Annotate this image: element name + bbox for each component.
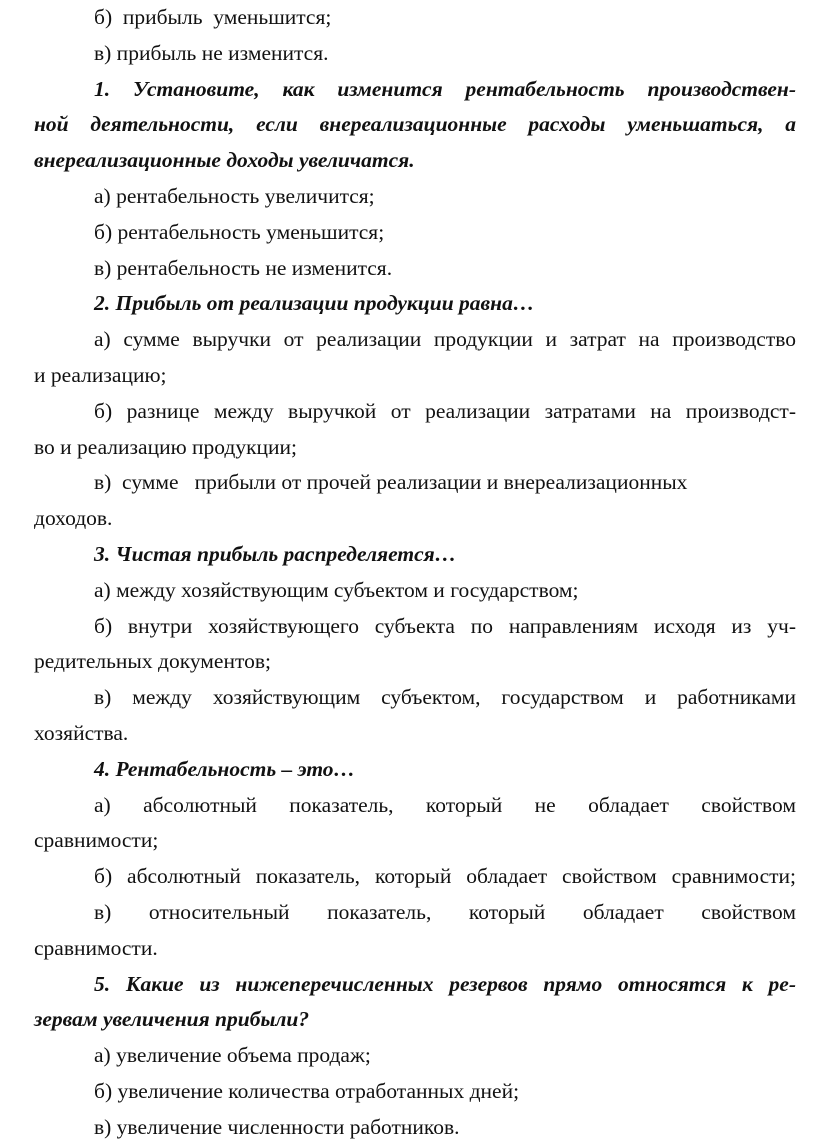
- q3-option-b-line-1: б) внутри хозяйствующего субъекта по направлениям исходя из уч-: [94, 613, 796, 638]
- q4-option-a-line-1: а) абсолютный показатель, который не обладает свойством: [94, 792, 796, 817]
- q4-option-v-line-2: сравнимости.: [34, 935, 158, 960]
- question-5-line-1: 5. Какие из нижеперечисленных резервов прямо относятся к ре-: [94, 971, 796, 996]
- q2-option-v-line-1: в) сумме прибыли от прочей реализации и внереализационных: [94, 470, 688, 495]
- question-2: 2. Прибыль от реализации продукции равна…: [94, 291, 535, 316]
- q4-option-b: б) абсолютный показатель, который обладает свойством сравнимости;: [94, 864, 796, 889]
- q3-option-v-line-1: в) между хозяйствующим субъектом, государством и работниками: [94, 685, 796, 710]
- question-5-line-2: зервам увеличения прибыли?: [34, 1007, 310, 1032]
- q2-option-b-line-2: во и реализацию продукции;: [34, 434, 298, 459]
- q4-option-a-line-2: сравнимости;: [34, 828, 159, 853]
- question-1-line-3: внереализационные доходы увеличатся.: [34, 148, 415, 173]
- q3-option-b-line-2: редительных документов;: [34, 649, 271, 674]
- q1-option-b: б) рентабельность уменьшится;: [94, 219, 385, 244]
- answer-option-v: в) прибыль не изменится.: [94, 40, 329, 65]
- q3-option-v-line-2: хозяйства.: [34, 721, 129, 745]
- q2-option-b-line-1: б) разнице между выручкой от реализации затратами на производст-: [94, 398, 796, 423]
- q5-option-v: в) увеличение численности работников.: [94, 1114, 460, 1139]
- q3-option-a: а) между хозяйствующим субъектом и государством;: [94, 577, 579, 602]
- q5-option-a: а) увеличение объема продаж;: [94, 1043, 371, 1068]
- question-1-line-2: ной деятельности, если внереализационные расходы уменьшаться, а: [34, 112, 796, 137]
- answer-option-b: б) прибыль уменьшится;: [94, 5, 332, 29]
- question-3: 3. Чистая прибыль распределяется…: [94, 542, 457, 566]
- q5-option-b: б) увеличение количества отработанных дней;: [94, 1079, 520, 1103]
- q4-option-v-line-1: в) относительный показатель, который обладает свойством: [94, 900, 796, 924]
- q2-option-v-line-2: доходов.: [34, 506, 113, 531]
- q1-option-a: а) рентабельность увеличится;: [94, 184, 375, 208]
- q1-option-v: в) рентабельность не изменится.: [94, 255, 393, 280]
- question-4: 4. Рентабельность – это…: [94, 756, 356, 781]
- q2-option-a-line-1: а) сумме выручки от реализации продукции и затрат на производство: [94, 327, 796, 352]
- q2-option-a-line-2: и реализацию;: [34, 363, 167, 387]
- question-1-line-1: 1. Установите, как изменится рентабельность производствен-: [94, 76, 796, 101]
